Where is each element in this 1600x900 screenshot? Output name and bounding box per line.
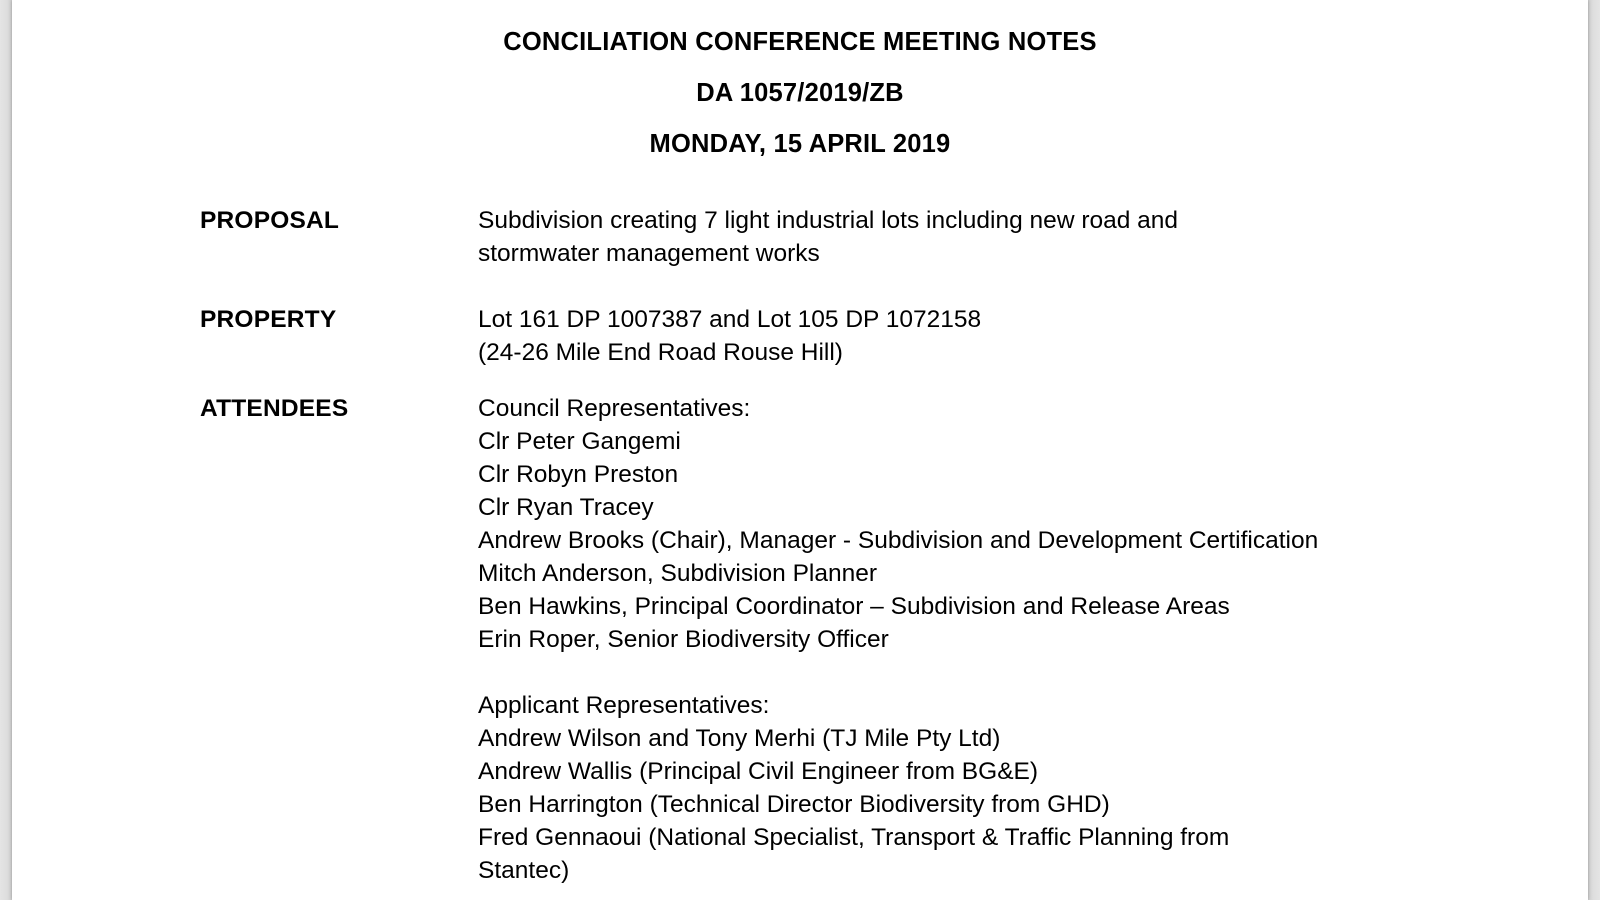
- attendee-council-4: Mitch Anderson, Subdivision Planner: [478, 560, 878, 587]
- viewer-gutter-left: [0, 0, 12, 900]
- attendee-applicant-2: Ben Harrington (Technical Director Biodiversity from GHD): [478, 791, 1110, 818]
- attendee-council-3: Andrew Brooks (Chair), Manager - Subdivision and Development Certification: [478, 527, 1319, 554]
- field-label-property: PROPERTY: [200, 306, 337, 333]
- field-value-proposal: [478, 204, 1422, 270]
- attendee-council-1: Clr Robyn Preston: [478, 461, 679, 488]
- attendee-council-0: Clr Peter Gangemi: [478, 428, 681, 455]
- proposal-line-2: stormwater management works: [478, 240, 820, 267]
- attendees-spacer: [478, 656, 1478, 689]
- field-value-attendees: [478, 392, 1478, 887]
- proposal-line-1: Subdivision creating 7 light industrial lots including new road and: [478, 207, 1179, 234]
- meeting-date-heading: MONDAY, 15 APRIL 2019: [649, 130, 951, 158]
- attendee-applicant-4: Stantec): [478, 857, 570, 884]
- field-label-attendees: ATTENDEES: [200, 395, 349, 422]
- attendee-applicant-0: Andrew Wilson and Tony Merhi (TJ Mile Pty Ltd): [478, 725, 1001, 752]
- field-value-property: [478, 303, 1478, 369]
- field-label-proposal: PROPOSAL: [200, 207, 340, 234]
- attendee-council-2: Clr Ryan Tracey: [478, 494, 654, 521]
- attendee-council-5: Ben Hawkins, Principal Coordinator – Subdivision and Release Areas: [478, 593, 1230, 620]
- property-line-2: (24-26 Mile End Road Rouse Hill): [478, 339, 843, 366]
- page-title: CONCILIATION CONFERENCE MEETING NOTES: [503, 28, 1097, 56]
- da-reference-heading: DA 1057/2019/ZB: [696, 79, 904, 107]
- attendee-applicant-1: Andrew Wallis (Principal Civil Engineer from BG&E): [478, 758, 1039, 785]
- document-page: [12, 0, 1588, 900]
- attendee-applicant-3: Fred Gennaoui (National Specialist, Transport & Traffic Planning from: [478, 824, 1230, 851]
- applicant-representatives-heading: Applicant Representatives:: [478, 692, 770, 719]
- council-representatives-heading: Council Representatives:: [478, 395, 751, 422]
- property-line-1: Lot 161 DP 1007387 and Lot 105 DP 1072158: [478, 306, 982, 333]
- attendee-council-6: Erin Roper, Senior Biodiversity Officer: [478, 626, 889, 653]
- viewer-gutter-right: [1588, 0, 1600, 900]
